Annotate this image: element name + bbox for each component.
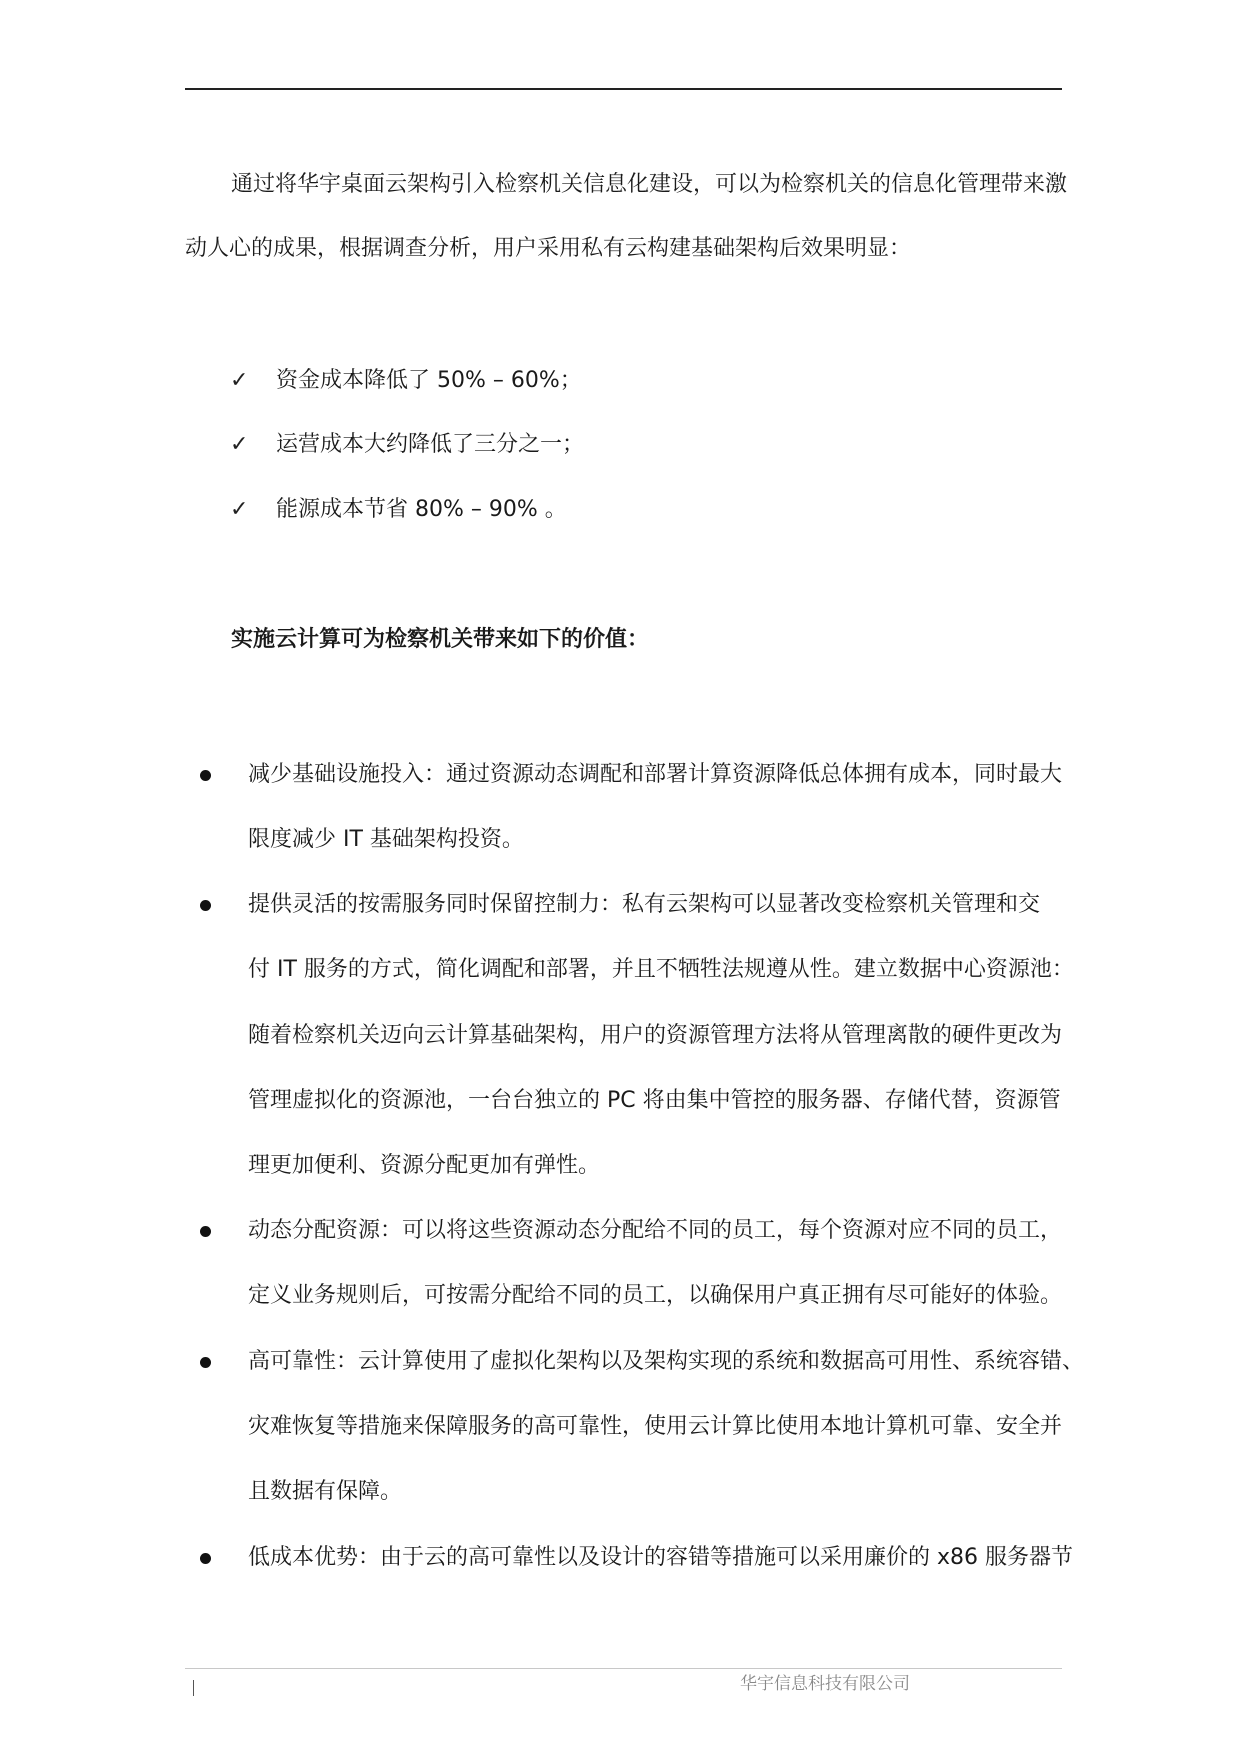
footer-company-name: 华宇信息科技有限公司 [740, 1674, 910, 1694]
value-line: 提供灵活的按需服务同时保留控制力：私有云架构可以显著改变检察机关管理和交 [248, 892, 1041, 917]
value-line: 定义业务规则后，可按需分配给不同的员工，以确保用户真正拥有尽可能好的体验。 [248, 1283, 1063, 1308]
value-line: 理更加便利、资源分配更加有弹性。 [248, 1153, 601, 1178]
checkmark-icon: ✓ [230, 497, 249, 522]
value-line: 限度减少 IT 基础架构投资。 [248, 827, 524, 852]
checkmark-icon: ✓ [230, 432, 249, 457]
value-line: 动态分配资源：可以将这些资源动态分配给不同的员工，每个资源对应不同的员工， [248, 1218, 1063, 1243]
result-item-text: 能源成本节省 80% – 90% 。 [276, 497, 567, 522]
section-heading: 实施云计算可为检察机关带来如下的价值： [231, 627, 650, 652]
bullet-icon [200, 1357, 211, 1368]
value-line: 低成本优势：由于云的高可靠性以及设计的容错等措施可以采用廉价的 x86 服务器节 [248, 1545, 1074, 1570]
value-line: 灾难恢复等措施来保障服务的高可靠性，使用云计算比使用本地计算机可靠、安全并 [248, 1414, 1063, 1439]
intro-paragraph-line-2: 动人心的成果，根据调查分析，用户采用私有云构建基础架构后效果明显： [185, 236, 912, 261]
value-line: 随着检察机关迈向云计算基础架构，用户的资源管理方法将从管理离散的硬件更改为 [248, 1023, 1063, 1048]
value-line: 高可靠性：云计算使用了虚拟化架构以及架构实现的系统和数据高可用性、系统容错、 [248, 1349, 1085, 1374]
intro-paragraph-line-1: 通过将华宇桌面云架构引入检察机关信息化建设，可以为检察机关的信息化管理带来激 [231, 172, 1068, 197]
footer-rule [185, 1668, 1062, 1669]
result-item-text: 资金成本降低了 50% – 60%； [276, 368, 582, 393]
value-line: 付 IT 服务的方式，简化调配和部署，并且不牺牲法规遵从性。建立数据中心资源池： [248, 957, 1074, 982]
footer-separator [193, 1680, 194, 1696]
value-line: 且数据有保障。 [248, 1479, 403, 1504]
bullet-icon [200, 1226, 211, 1237]
value-line: 减少基础设施投入：通过资源动态调配和部署计算资源降低总体拥有成本，同时最大 [248, 762, 1063, 787]
bullet-icon [200, 1553, 211, 1564]
bullet-icon [200, 770, 211, 781]
result-item-text: 运营成本大约降低了三分之一； [276, 432, 585, 457]
checkmark-icon: ✓ [230, 368, 249, 393]
bullet-icon [200, 900, 211, 911]
header-rule [185, 88, 1062, 90]
value-line: 管理虚拟化的资源池，一台台独立的 PC 将由集中管控的服务器、存储代替，资源管 [248, 1088, 1061, 1113]
